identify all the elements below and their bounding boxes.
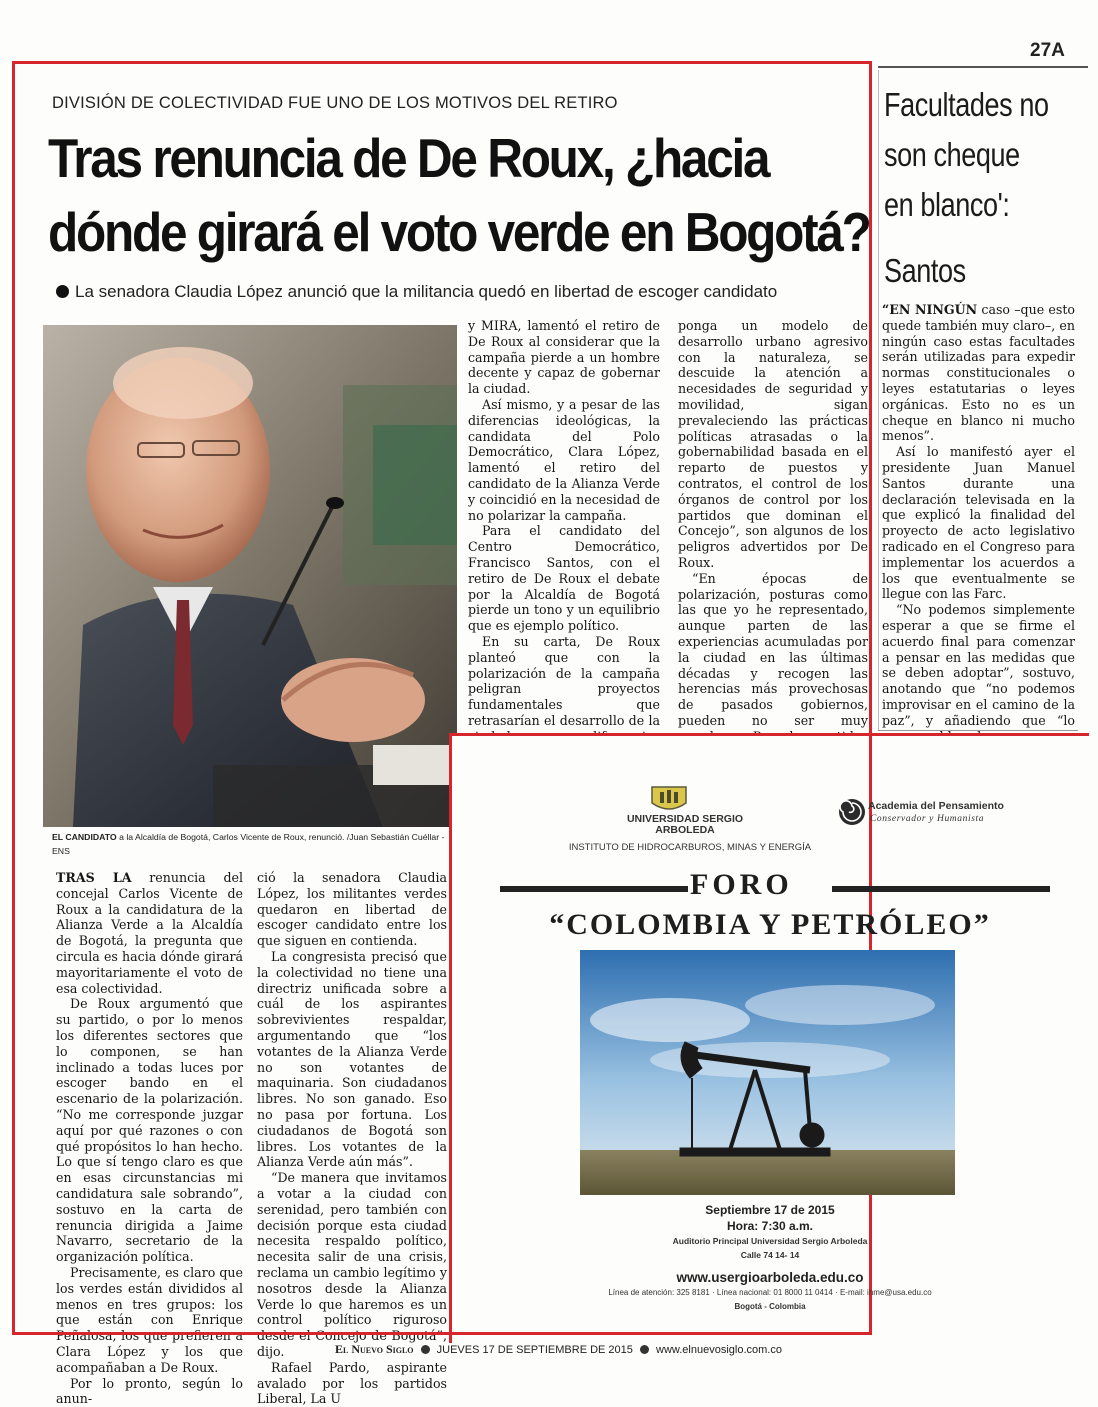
paragraph <box>56 870 243 996</box>
page-number-rule <box>878 66 1088 68</box>
newspaper-name: El Nuevo Siglo <box>335 1342 414 1356</box>
oil-pump-illustration <box>580 950 955 1195</box>
forum-date: Septiembre 17 de 2015 <box>580 1203 960 1217</box>
forum-venue: Auditorio Principal Universidad Sergio Arboleda <box>580 1236 960 1246</box>
academy-name: Academia del Pensamiento <box>868 800 1004 812</box>
footer-url[interactable]: www.elnuevosiglo.com.co <box>656 1344 782 1356</box>
page-footer <box>335 1342 782 1357</box>
academy-logo-icon <box>838 798 866 830</box>
forum-title: “COLOMBIA Y PETRÓLEO” <box>480 908 1060 942</box>
subhead-text: La senadora Claudia López anunció que la militancia quedó en libertad de escoger candidato <box>75 282 777 301</box>
bullet-icon <box>640 1345 649 1354</box>
side-headline-line-1: Facultades no <box>884 86 1049 124</box>
caption-text: a la Alcaldía de Bogotá, Carlos Vicente de Roux, renunció. /Juan Sebastián Cuéllar - ENS <box>52 832 444 856</box>
forum-website[interactable]: www.usergioarboleda.edu.co <box>580 1270 960 1285</box>
paragraph: De Roux argumentó que su partido, o por lo menos los diferentes sectores que lo componen, se han inclinado a todas luces por escoger bando en el escenario de la polarización. “No me corresponde juzgar aquí por qué razones o con qué propósitos lo han hecho. Lo que sí tengo claro es que en esas circunstancias mi candidatura sale sobrando”, sostuvo en la carta de renuncia dirigida a Jaime Navarro, secretario de la organización política. <box>56 996 243 1265</box>
paragraph: “En épocas de polarización, posturas como las que yo he representado, aunque parten de las experiencias acumuladas por la ciudad en las últimas décadas y recogen las herencias más provechosas de pasados gobiernos, pueden no ser muy <box>678 571 868 808</box>
forum-contact: Línea de atención: 325 8181 · Línea nacional: 01 8000 11 0414 · E-mail: ihme@usa.edu.co <box>560 1288 980 1297</box>
candidate-photo-illustration <box>43 325 457 827</box>
bullet-icon <box>56 285 69 298</box>
paragraph: Rafael Pardo, aspirante avalado por los partidos Liberal, La U <box>257 1360 447 1407</box>
forum-hour: Hora: 7:30 a.m. <box>580 1219 960 1233</box>
paragraph: y MIRA, lamentó el retiro de De Roux al considerar que la campaña pierde a un hombre decente y capaz de gobernar la ciudad. <box>468 318 660 397</box>
paragraph-text: caso –que esto quede también muy claro–, en ningún caso estas facultades serán utilizadas para expedir normas constitucionales o leyes estatutarias o leyes orgánicas. Esto no es un cheque en blanco ni mucho menos”. <box>882 302 1075 443</box>
side-headline-line-2: son cheque <box>884 136 1020 174</box>
academy-subtitle: Conservador y Humanista <box>870 814 984 824</box>
paragraph: La congresista precisó que la colectividad no tiene una directriz unificada sobre a cuál de los aspirantes sobrevivientes respaldar, argumentando que “los votantes de la Alianza Verde no son votantes de maquinaria. Son ciudadanos libres. No son ganado. Eso no pasa por fortuna. Los ciudadanos de Bogotá son libres. Los votantes de la Alianza Verde aún más”. <box>257 949 447 1170</box>
bullet-icon <box>421 1345 430 1354</box>
story-column-1 <box>56 870 243 1407</box>
paragraph: Así lo manifestó ayer el presidente Juan Manuel Santos durante una declaración televisada en la que explicó la finalidad del proyecto de acto legislativo radicado en el Congreso para implementar los acuerdos a los que eventualmente se llegue con las Farc. <box>882 444 1075 602</box>
story-column-2 <box>257 870 447 1407</box>
paragraph: Por lo pronto, según lo anun- <box>56 1376 243 1407</box>
column-divider <box>878 70 879 730</box>
university-name: UNIVERSIDAD SERGIO ARBOLEDA <box>610 814 760 836</box>
institute-name: INSTITUTO DE HIDROCARBUROS, MINAS Y ENERGÍA <box>560 842 820 853</box>
forum-address: Calle 74 14- 14 <box>580 1250 960 1260</box>
side-story-column <box>882 302 1075 760</box>
oil-pump-photo <box>580 950 955 1195</box>
headline-line-2: dónde girará el voto verde en Bogotá? <box>48 200 870 264</box>
paragraph: En su carta, De Roux planteó que con la polarización de la campaña peligran proyectos fundamentales que retrasarían el desarrollo de la <box>468 634 660 760</box>
side-headline-line-4: Santos <box>884 252 966 290</box>
headline-line-1: Tras renuncia de De Roux, ¿hacia <box>48 126 768 190</box>
paragraph: Precisamente, es claro que los verdes están divididos al menos en tres grupos: los que están con Enrique Peñalosa, los que prefieren a Clara López y los que acompañaban a De Roux. <box>56 1265 243 1376</box>
paragraph-text: renuncia del concejal Carlos Vicente de Roux a la candidatura de la Alianza Verde a la Alcaldía de Bogotá, la pregunta que circula es hacia dónde girará mayoritariamente el voto de esa colectividad. <box>56 870 243 996</box>
forum-city: Bogotá - Colombia <box>580 1302 960 1311</box>
photo-caption <box>52 830 452 858</box>
lead-in: TRAS LA <box>56 870 132 885</box>
side-headline-line-3: en blanco': <box>884 186 1010 224</box>
paragraph <box>882 302 1075 444</box>
caption-bold: EL CANDIDATO <box>52 832 117 842</box>
footer-date: JUEVES 17 DE SEPTIEMBRE DE 2015 <box>437 1344 633 1356</box>
story-subhead <box>56 282 777 302</box>
page-number: 27A <box>1030 40 1065 62</box>
university-shield-icon <box>648 785 690 815</box>
paragraph: Así mismo, y a pesar de las diferencias ideológicas, la candidata del Polo Democrático, Clara López, lamentó el retiro del candidato de la Alianza Verde y coincidió en la necesidad de no polarizar la campaña. <box>468 397 660 523</box>
paragraph: “No podemos simplemente esperar a que se firme el acuerdo final para comenzar a pensar en las medidas que se deben adoptar”, sostuvo, anotando que “no podemos improvisar en el camino de la paz”, y añadiendo que “lo <box>882 602 1075 760</box>
candidate-photo <box>43 325 457 827</box>
lead-in: “EN NINGÚN <box>882 302 977 317</box>
paragraph: ponga un modelo de desarrollo urbano agresivo con la naturaleza, se descuide la atención a necesidades de seguridad y movilidad, sigan prevaleciendo las prácticas políticas atrasadas o la gobernabilidad basada en el reparto de puestos y contratos, el control de los órganos de control por los partidos que dominan el Concejo”, son algunos de los peligros advertidos por De Roux. <box>678 318 868 571</box>
paragraph: “De manera que invitamos a votar a la ciudad con serenidad, pero también con decisión porque esta ciudad necesita respaldo político, necesita salir de una crisis, reclama un cambio legítimo y nosotros desde la Alianza Verde lo que haremos es un control político riguroso desde el Concejo de Bogotá”, dijo. <box>257 1170 447 1360</box>
foro-label: FORO <box>690 868 793 902</box>
paragraph: ció la senadora Claudia López, los militantes verdes quedaron en libertad de escoger candidato entre los que siguen en contienda. <box>257 870 447 949</box>
story-kicker: DIVISIÓN DE COLECTIVIDAD FUE UNO DE LOS MOTIVOS DEL RETIRO <box>52 94 618 113</box>
spiral-icon <box>838 798 866 826</box>
paragraph: Para el candidato del Centro Democrático, Francisco Santos, con el retiro de De Roux el debate por la Alcaldía de Bogotá pierde un tono y un equilibrio que es ejemplo político. <box>468 523 660 634</box>
